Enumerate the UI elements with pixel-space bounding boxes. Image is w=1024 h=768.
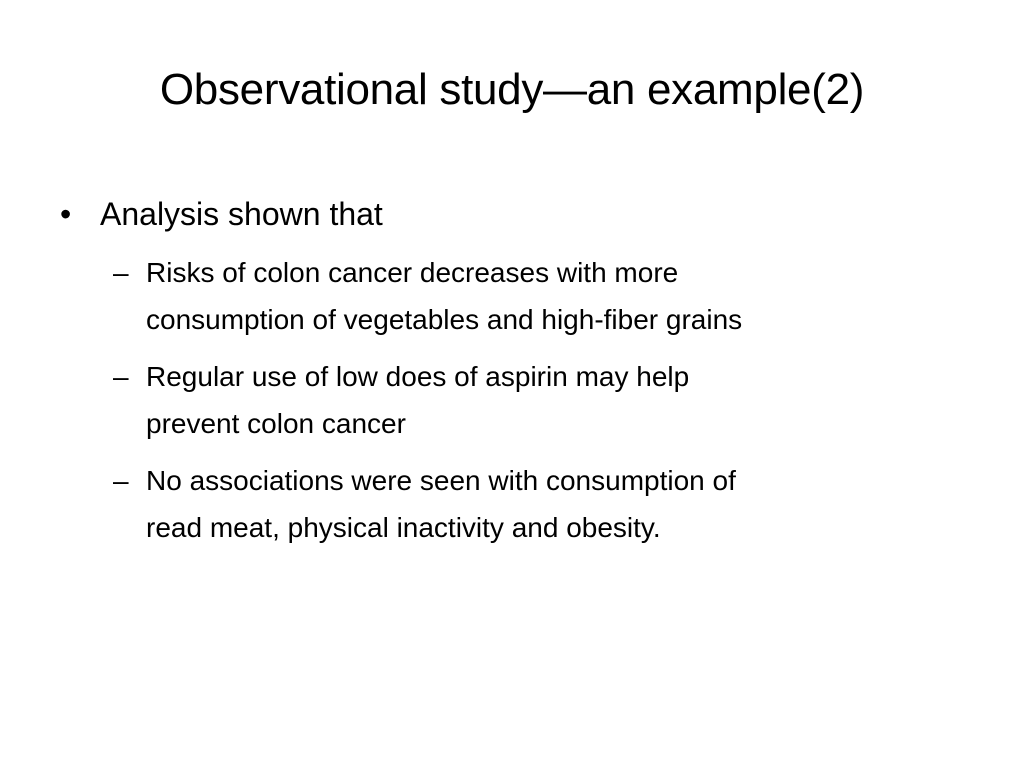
- dash-marker: –: [113, 361, 129, 392]
- sub-bullet-item: [0, 457, 1024, 551]
- sub-bullet-line: read meat, physical inactivity and obesity.: [146, 512, 661, 543]
- sub-bullet-line: prevent colon cancer: [146, 408, 406, 439]
- slide-body: [0, 191, 1024, 561]
- sub-bullet-line: Risks of colon cancer decreases with more: [146, 257, 679, 288]
- bullet-item: [0, 191, 1024, 237]
- sub-bullet-line: consumption of vegetables and high-fiber grains: [146, 304, 743, 335]
- sub-bullet-line: Regular use of low does of aspirin may help: [146, 361, 690, 392]
- dash-marker: –: [113, 465, 129, 496]
- slide-title: Observational study—an example(2): [159, 65, 865, 114]
- sub-bullet-list: [0, 249, 1024, 551]
- sub-bullet-item: [0, 249, 1024, 343]
- bullet-text: Analysis shown that: [100, 196, 383, 232]
- sub-bullet-line: No associations were seen with consumption of: [146, 465, 736, 496]
- dash-marker: –: [113, 257, 129, 288]
- sub-bullet-item: [0, 353, 1024, 447]
- bullet-marker: •: [60, 196, 72, 232]
